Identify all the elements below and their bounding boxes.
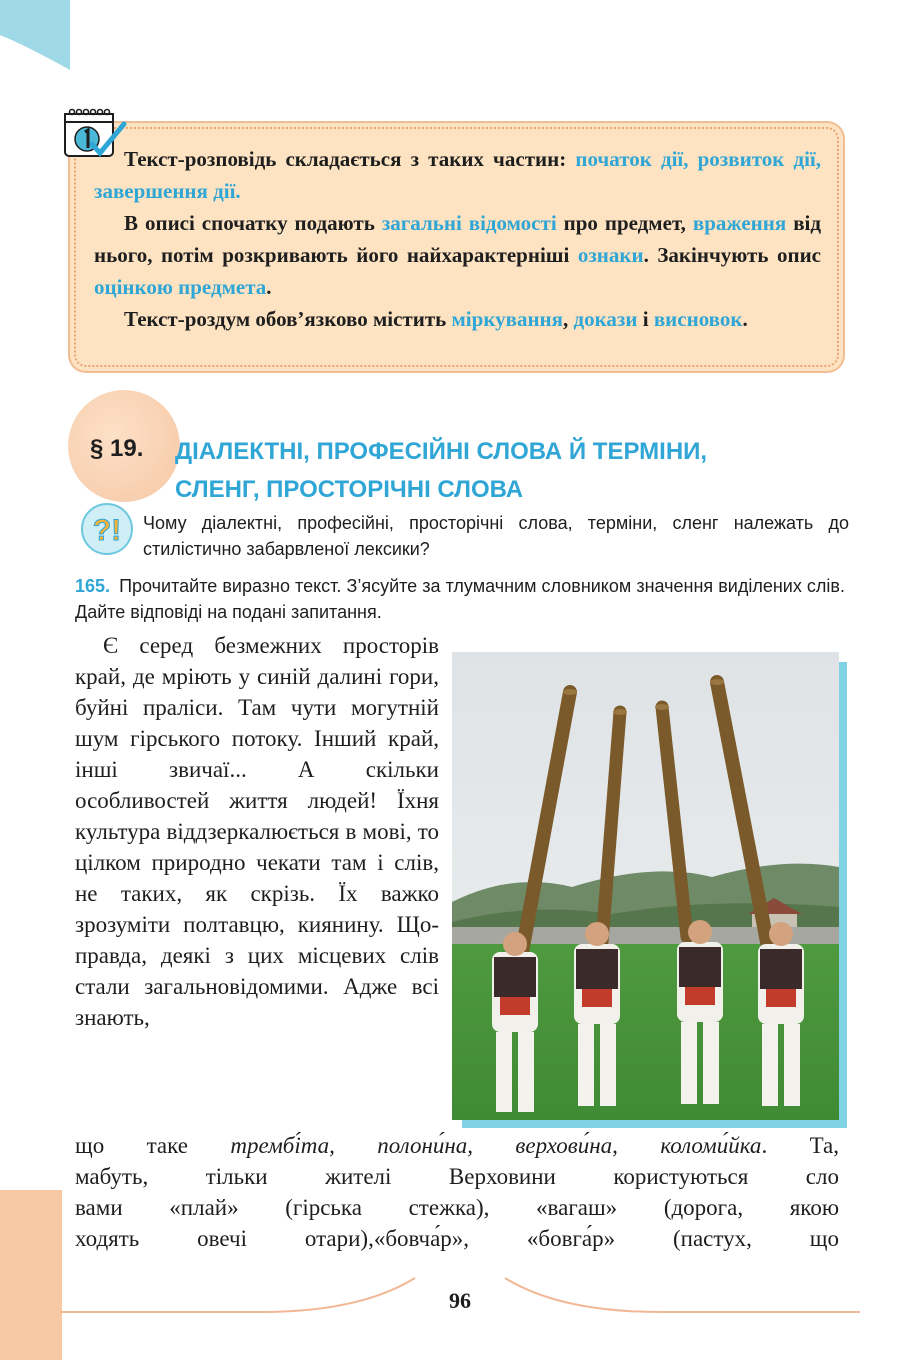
rule-paragraph-3 bbox=[94, 303, 821, 335]
rule-text-run: Текст-розповідь складається з таких частин: bbox=[124, 147, 576, 171]
body-line-2: мабуть, тільки жителі Верховини користуються сло bbox=[75, 1164, 839, 1189]
body-line-1 bbox=[75, 1130, 839, 1161]
question-exclamation-icon bbox=[80, 502, 134, 556]
highlighted-term: оцінкою предмета bbox=[94, 275, 267, 299]
rule-text-run: Текст-роздум обов’язково містить bbox=[124, 307, 452, 331]
rule-text-run: , bbox=[563, 307, 574, 331]
body-column-content: Є серед безмежних просторів край, де мріють у синій далині гори, буйні праліси. Там чути могутній шум гірського потоку. Інший край, інші звичаї... А скільки особливостей життя людей! Їхня культура віддзеркалюється в мові, то цілком природно чекати там і слів, не таких, як скрізь. Їх важко зрозуміти полтавцю, киянину. Щоправда, деякі з цих місцевих слів стали загальновідомими. Адже всі знають, bbox=[75, 633, 439, 1030]
section-title bbox=[175, 433, 855, 509]
body-full-width-text bbox=[75, 1130, 839, 1254]
body-column-text bbox=[75, 630, 439, 1033]
body-line-4: ходять овечі отари),«бовча́р», «бовга́р» (пастух, що bbox=[75, 1226, 839, 1251]
calendar-checkmark-icon bbox=[62, 106, 128, 162]
side-decoration-bar bbox=[0, 1190, 62, 1360]
highlighted-term: міркування bbox=[451, 307, 564, 331]
section-number: § 19. bbox=[90, 435, 144, 462]
corner-decoration bbox=[0, 0, 70, 70]
rule-paragraph-1 bbox=[94, 143, 821, 207]
highlighted-term: загальні відомості bbox=[381, 211, 557, 235]
page-number: 96 bbox=[449, 1288, 471, 1313]
highlighted-term: ознаки bbox=[577, 243, 644, 267]
highlighted-term: докази bbox=[573, 307, 638, 331]
body-line-1-plain: що таке bbox=[75, 1133, 231, 1158]
rule-text-run: про предмет, bbox=[556, 211, 693, 235]
rule-text-run: від нього, потім розкривають його найхарактерніші bbox=[94, 211, 821, 267]
body-line-1-tail: . Та, bbox=[761, 1133, 840, 1158]
exercise-number: 165. bbox=[75, 576, 111, 596]
exercise-text: Прочитайте виразно текст. З’ясуйте за тлумачним словником значення виділених слів. Дайте відповіді на подані запитання. bbox=[75, 576, 845, 622]
section-title-line-2: СЛЕНГ, ПРОСТОРІЧНІ СЛОВА bbox=[175, 476, 524, 503]
trembita-players-photo bbox=[452, 652, 839, 1120]
highlighted-term: висновок bbox=[653, 307, 743, 331]
body-line-1-italic-terms: трембі́та, полони́на, верхови́на, коломи́йка bbox=[230, 1133, 762, 1158]
exercise-165 bbox=[75, 573, 845, 625]
rule-text-run: . bbox=[742, 307, 748, 331]
highlighted-term: враження bbox=[692, 211, 787, 235]
rule-text-run: . Закінчують опис bbox=[643, 243, 821, 267]
body-line-3: вами «плай» (гірська стежка), «вагаш» (дорога, якою bbox=[75, 1195, 839, 1220]
question-text: Чому діалектні, професійні, просторічні слова, терміни, сленг належать до стилістично забарвленої лексики? bbox=[143, 513, 849, 559]
rule-text-run: В описі спочатку подають bbox=[124, 211, 382, 235]
question-icon-text: ?! bbox=[92, 514, 122, 547]
section-title-line-1: ДІАЛЕКТНІ, ПРОФЕСІЙНІ СЛОВА Й ТЕРМІНИ, bbox=[175, 438, 708, 465]
rule-text-run: і bbox=[637, 307, 654, 331]
rule-box bbox=[74, 127, 839, 367]
rule-text-run: . bbox=[266, 275, 272, 299]
rule-paragraph-2 bbox=[94, 207, 821, 303]
highlighted-term: початок дії, розвиток дії, завершення дії. bbox=[94, 147, 821, 203]
